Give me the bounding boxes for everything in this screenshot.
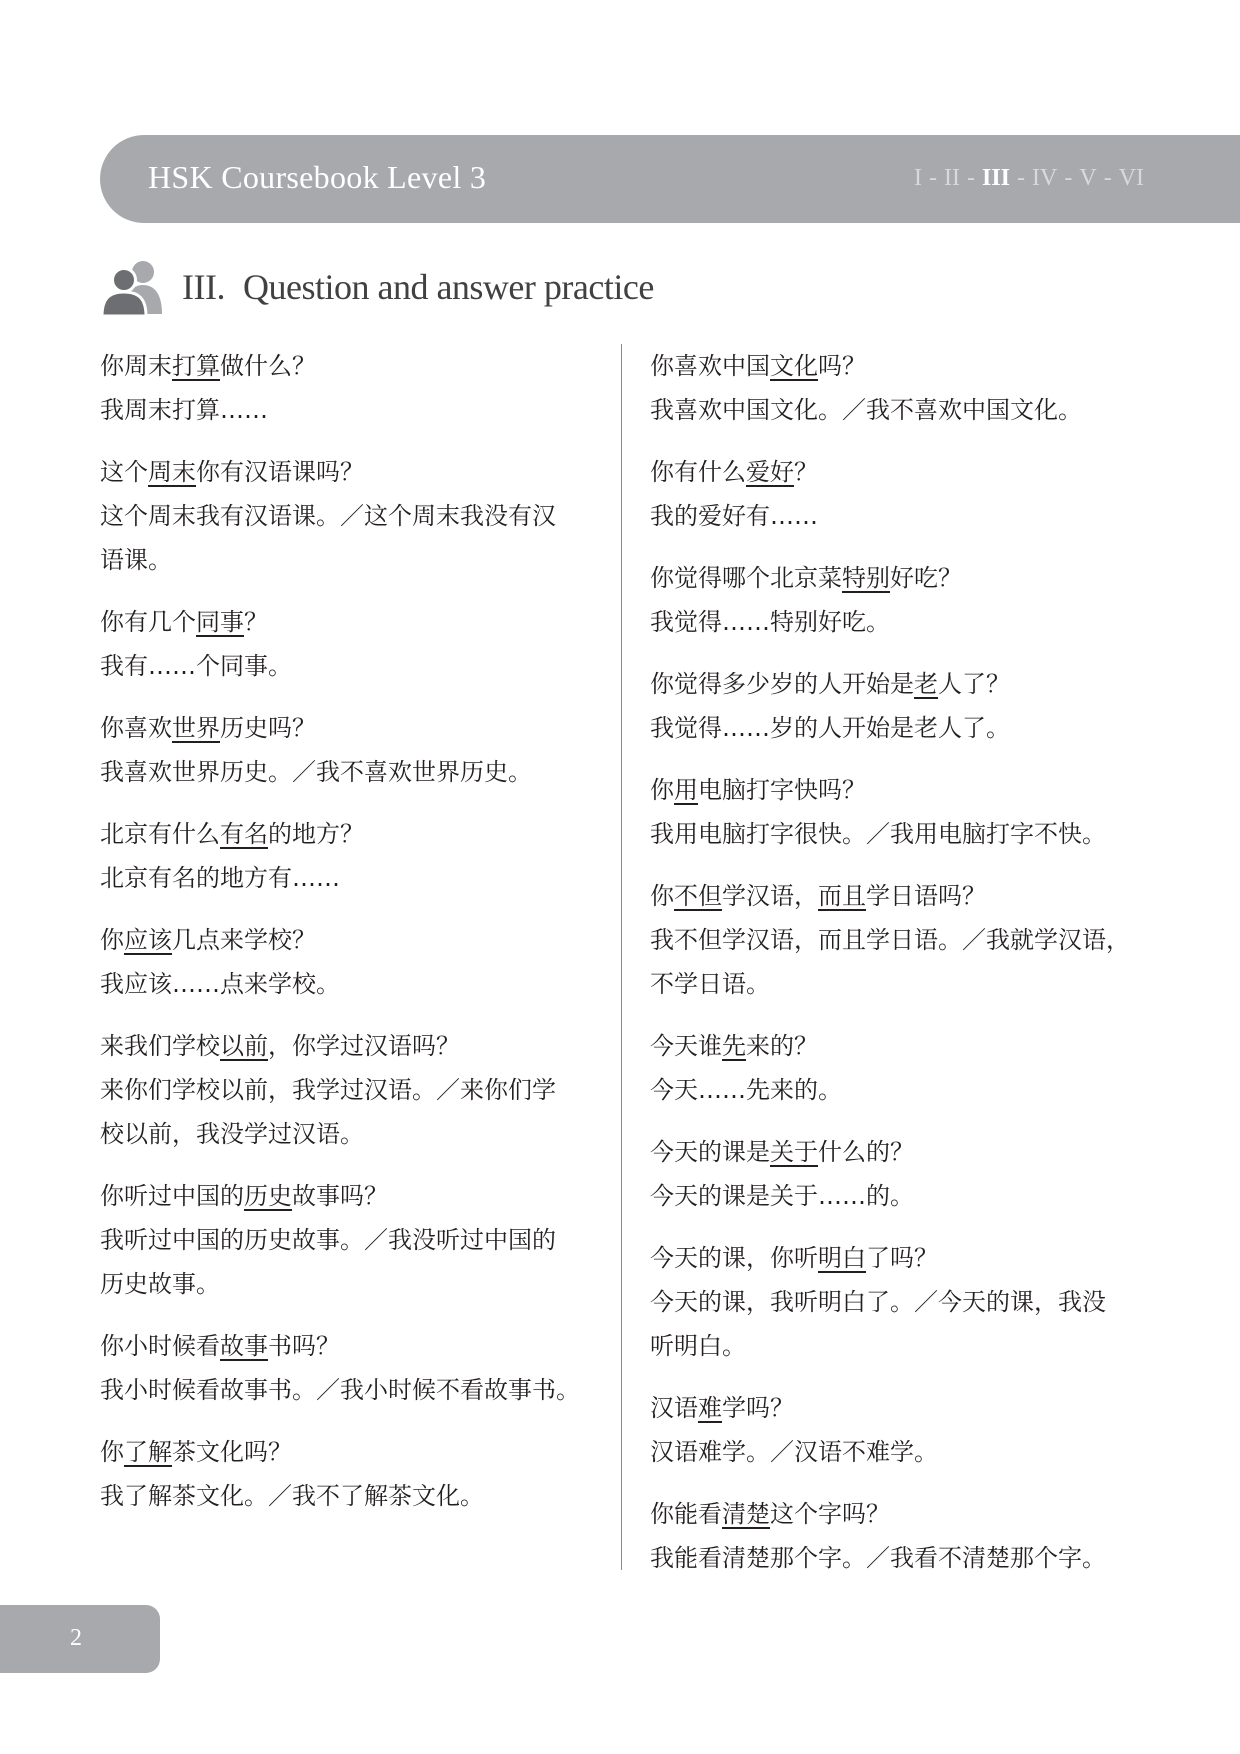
level-iv: IV (1032, 165, 1058, 191)
question-text: 了吗？ (866, 1244, 938, 1272)
question (650, 556, 1150, 600)
question-text: 历史吗？ (220, 714, 316, 742)
question (650, 662, 1150, 706)
level-separator: - (929, 165, 937, 191)
qa-pair (100, 450, 600, 582)
vocab-word: 世界 (172, 714, 220, 742)
vocab-word: 历史 (244, 1182, 292, 1210)
question-text: 茶文化吗？ (172, 1438, 292, 1466)
answer: 我听过中国的历史故事。／我没听过中国的 历史故事。 (100, 1226, 556, 1298)
qa-pair (650, 556, 1150, 644)
question-text: 今天的课是 (650, 1138, 770, 1166)
question (100, 600, 600, 644)
qa-pair (650, 1492, 1150, 1580)
level-vi: VI (1118, 165, 1145, 191)
qa-pair (650, 344, 1150, 432)
book-title: HSK Coursebook Level 3 (148, 159, 487, 195)
level-v: V (1079, 165, 1097, 191)
vocab-word: 同事 (196, 608, 244, 636)
vocab-word: 爱好 (746, 458, 794, 486)
question (100, 1324, 600, 1368)
qa-pair (100, 600, 600, 688)
qa-pair (650, 874, 1150, 1006)
vocab-word: 清楚 (722, 1500, 770, 1528)
qa-pair (100, 918, 600, 1006)
question-text: 来的？ (746, 1032, 818, 1060)
question-text: 你听过中国的 (100, 1182, 244, 1210)
question (100, 706, 600, 750)
qa-pair (100, 706, 600, 794)
section-number: III. (182, 267, 225, 307)
level-separator: - (966, 165, 975, 191)
answer: 汉语难学。／汉语不难学。 (650, 1438, 938, 1466)
vocab-word: 先 (722, 1032, 746, 1060)
answer: 今天……先来的。 (650, 1076, 842, 1104)
question-text: 学日语吗？ (866, 882, 986, 910)
answer: 今天的课是关于……的。 (650, 1182, 914, 1210)
vocab-word: 明白 (818, 1244, 866, 1272)
page-number: 2 (70, 1625, 82, 1651)
question (650, 768, 1150, 812)
question-text: 汉语 (650, 1394, 698, 1422)
vocab-word: 难 (698, 1394, 722, 1422)
question (650, 1130, 1150, 1174)
left-column (100, 344, 600, 1536)
question-text: 你有几个 (100, 608, 196, 636)
question-text: 北京有什么 (100, 820, 220, 848)
question (650, 1236, 1150, 1280)
level-navigation (914, 165, 1144, 192)
question (650, 344, 1150, 388)
question-text: 今天谁 (650, 1032, 722, 1060)
answer: 我有……个同事。 (100, 652, 292, 680)
page-tab (0, 1605, 160, 1673)
answer: 今天的课，我听明白了。／今天的课，我没 听明白。 (650, 1288, 1106, 1360)
answer: 我周末打算…… (100, 396, 268, 424)
level-separator: - (1064, 165, 1073, 191)
qa-pair (650, 768, 1150, 856)
question-text: 你 (650, 776, 674, 804)
answer: 我觉得……岁的人开始是老人了。 (650, 714, 1010, 742)
question-text: 你喜欢 (100, 714, 172, 742)
qa-pair (650, 1024, 1150, 1112)
answer: 我用电脑打字很快。／我用电脑打字不快。 (650, 820, 1106, 848)
level-ii: II (944, 165, 960, 191)
qa-pair (650, 662, 1150, 750)
question (100, 450, 600, 494)
question-text: 这个字吗？ (770, 1500, 890, 1528)
question-text: 你 (100, 926, 124, 954)
answer: 我了解茶文化。／我不了解茶文化。 (100, 1482, 484, 1510)
question (650, 1492, 1150, 1536)
vocab-word: 老 (914, 670, 938, 698)
question-text: 学吗？ (722, 1394, 794, 1422)
question-text: 好吃？ (890, 564, 962, 592)
question-text: 什么的？ (818, 1138, 914, 1166)
column-divider (621, 344, 622, 1570)
answer: 这个周末我有汉语课。／这个周末我没有汉 语课。 (100, 502, 556, 574)
question-text: 电脑打字快吗？ (698, 776, 866, 804)
qa-pair (100, 1174, 600, 1306)
question-text: ，你学过汉语吗？ (268, 1032, 460, 1060)
question-text: ？ (244, 608, 268, 636)
answer: 北京有名的地方有…… (100, 864, 340, 892)
section-title-text: Question and answer practice (242, 267, 654, 307)
level-separator: - (1017, 165, 1026, 191)
vocab-word: 不但 (674, 882, 722, 910)
qa-pair (100, 812, 600, 900)
people-icon (100, 258, 166, 316)
question-text: 吗？ (818, 352, 866, 380)
vocab-word: 应该 (124, 926, 172, 954)
question (100, 1174, 600, 1218)
qa-pair (650, 1236, 1150, 1368)
section-heading (100, 258, 800, 318)
vocab-word: 打算 (172, 352, 220, 380)
running-header (100, 135, 1240, 223)
vocab-word: 而且 (818, 882, 866, 910)
question (100, 1024, 600, 1068)
level-i: I (914, 165, 922, 191)
question (100, 1430, 600, 1474)
question-text: 人了？ (938, 670, 1010, 698)
question (650, 450, 1150, 494)
question (100, 918, 600, 962)
question-text: ？ (794, 458, 818, 486)
question-text: 几点来学校？ (172, 926, 316, 954)
question-text: 今天的课，你听 (650, 1244, 818, 1272)
question-text: 你 (100, 1438, 124, 1466)
vocab-word: 有名 (220, 820, 268, 848)
question (650, 874, 1150, 918)
question-text: 你能看 (650, 1500, 722, 1528)
question-text: 你周末 (100, 352, 172, 380)
answer: 来你们学校以前，我学过汉语。／来你们学 校以前，我没学过汉语。 (100, 1076, 556, 1148)
qa-pair (100, 1430, 600, 1518)
question-text: 你觉得哪个北京菜 (650, 564, 842, 592)
question-text: 的地方？ (268, 820, 364, 848)
question-text: 书吗？ (268, 1332, 340, 1360)
vocab-word: 特别 (842, 564, 890, 592)
level-separator: - (1103, 165, 1112, 191)
question-text: 来我们学校 (100, 1032, 220, 1060)
answer: 我觉得……特别好吃。 (650, 608, 890, 636)
qa-pair (650, 1130, 1150, 1218)
question (650, 1386, 1150, 1430)
vocab-word: 了解 (124, 1438, 172, 1466)
answer: 我喜欢世界历史。／我不喜欢世界历史。 (100, 758, 532, 786)
question-text: 你 (650, 882, 674, 910)
vocab-word: 关于 (770, 1138, 818, 1166)
vocab-word: 故事 (220, 1332, 268, 1360)
vocab-word: 用 (674, 776, 698, 804)
question-text: 你有什么 (650, 458, 746, 486)
answer: 我喜欢中国文化。／我不喜欢中国文化。 (650, 396, 1082, 424)
question (100, 812, 600, 856)
question-text: 你喜欢中国 (650, 352, 770, 380)
question-text: 做什么？ (220, 352, 316, 380)
question-text: 学汉语， (722, 882, 818, 910)
level-iii: III (981, 165, 1011, 191)
question-text: 你小时候看 (100, 1332, 220, 1360)
qa-pair (650, 1386, 1150, 1474)
answer: 我不但学汉语，而且学日语。／我就学汉语， 不学日语。 (650, 926, 1130, 998)
qa-pair (650, 450, 1150, 538)
qa-pair (100, 344, 600, 432)
answer: 我小时候看故事书。／我小时候不看故事书。 (100, 1376, 580, 1404)
vocab-word: 文化 (770, 352, 818, 380)
question-text: 故事吗？ (292, 1182, 388, 1210)
question-text: 你有汉语课吗？ (196, 458, 364, 486)
question (100, 344, 600, 388)
question-text: 这个 (100, 458, 148, 486)
answer: 我能看清楚那个字。／我看不清楚那个字。 (650, 1544, 1106, 1572)
answer: 我的爱好有…… (650, 502, 818, 530)
question-text: 你觉得多少岁的人开始是 (650, 670, 914, 698)
qa-pair (100, 1324, 600, 1412)
qa-pair (100, 1024, 600, 1156)
question (650, 1024, 1150, 1068)
vocab-word: 以前 (220, 1032, 268, 1060)
vocab-word: 周末 (148, 458, 196, 486)
right-column (650, 344, 1150, 1598)
answer: 我应该……点来学校。 (100, 970, 340, 998)
